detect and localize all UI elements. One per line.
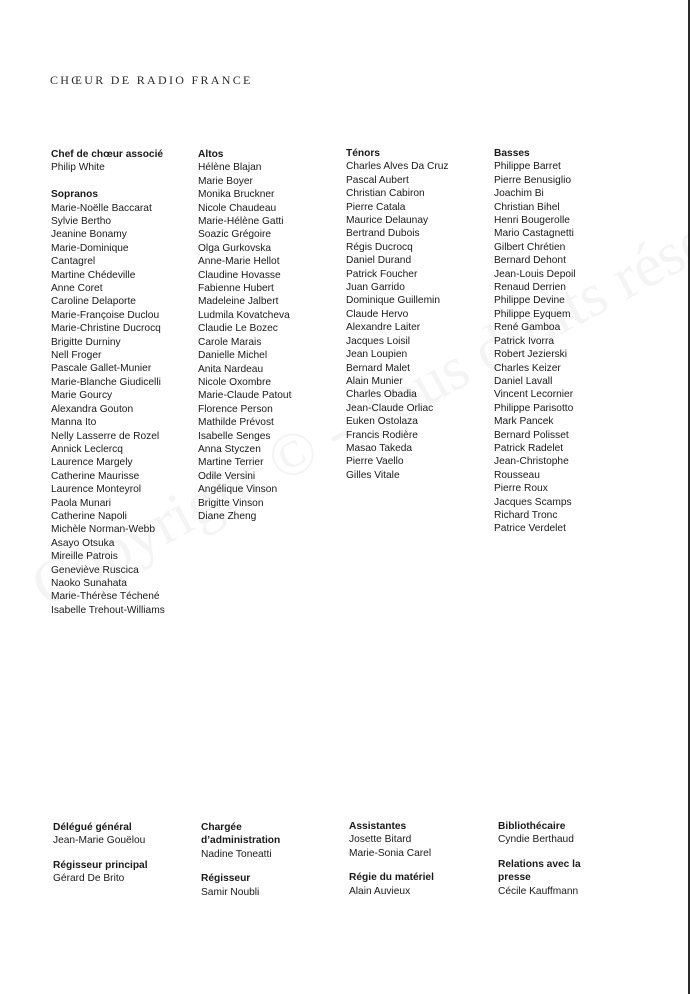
section-title-chef: Chef de chœur associé: [51, 149, 164, 160]
basses-list: [494, 160, 576, 535]
tenor-name: Juan Garrido: [346, 282, 405, 294]
soprano-name: Marie-Françoise Duclou: [51, 309, 160, 321]
tenor-name: Alexandre Laiter: [346, 322, 421, 334]
alto-name: Hélène Blajan: [198, 162, 262, 174]
soprano-name: Mireille Patrois: [51, 551, 118, 563]
staff-name: Nadine Toneatti: [201, 848, 272, 860]
alto-name: Diane Zheng: [198, 510, 257, 522]
tenor-name: Euken Ostolaza: [346, 416, 418, 428]
staff-title: Chargée d’administration: [201, 822, 281, 847]
soprano-name: Martine Chédeville: [51, 269, 136, 281]
staff-name: Cyndie Berthaud: [498, 834, 574, 846]
staff-title: Assistantes: [349, 821, 407, 832]
staff-column-4: [498, 820, 581, 898]
soprano-name: Cantagrel: [51, 256, 96, 268]
basse-name: Jean-Louis Depoil: [494, 268, 576, 280]
altos-list: [198, 161, 291, 523]
soprano-name: Marie-Noëlle Baccarat: [51, 202, 152, 214]
basse-name: René Gamboa: [494, 322, 561, 334]
basse-name: Renaud Derrien: [494, 282, 566, 294]
basse-name: Henri Bougerolle: [494, 215, 570, 227]
tenor-name: Pierre Vaello: [346, 456, 404, 468]
chef-name: Philip White: [51, 162, 105, 174]
basse-name: Jean-Christophe: [494, 456, 569, 468]
soprano-name: Laurence Monteyrol: [51, 484, 142, 496]
basse-name: Patrick Radelet: [494, 442, 564, 454]
alto-name: Nicole Oxombre: [198, 376, 272, 388]
staff-name: Alain Auvieux: [349, 885, 411, 897]
staff-column-2: [201, 821, 280, 899]
alto-name: Anne-Marie Hellot: [198, 256, 280, 268]
section-title-tenors: Ténors: [346, 148, 380, 159]
basse-name: Mario Castagnetti: [494, 228, 574, 240]
alto-name: Martine Terrier: [198, 457, 264, 469]
tenor-name: Francis Rodière: [346, 429, 418, 441]
tenor-name: Masao Takeda: [346, 442, 413, 454]
soprano-name: Michèle Norman-Webb: [51, 524, 155, 536]
soprano-name: Brigitte Durniny: [51, 336, 121, 348]
tenor-name: Bertrand Dubois: [346, 228, 420, 240]
basse-name: Vincent Lecornier: [494, 389, 574, 401]
tenor-name: Jean Loupien: [346, 349, 408, 361]
basse-name: Jacques Scamps: [494, 496, 572, 508]
soprano-name: Catherine Maurisse: [51, 470, 140, 482]
basse-name: Pierre Roux: [494, 483, 548, 495]
soprano-name: Paola Munari: [51, 497, 112, 509]
staff-column-1: [53, 821, 148, 886]
soprano-name: Annick Leclercq: [51, 443, 123, 455]
alto-name: Brigitte Vinson: [198, 497, 264, 509]
soprano-name: Isabelle Trehout-Williams: [51, 604, 165, 616]
basse-name: Gilbert Chrétien: [494, 241, 566, 253]
basse-name: Pierre Benusiglio: [494, 174, 572, 186]
staff-title: Régisseur: [201, 873, 251, 885]
alto-name: Madeleine Jalbert: [198, 296, 279, 308]
tenor-name: Bernard Malet: [346, 362, 410, 374]
alto-name: Odile Versini: [198, 470, 256, 482]
alto-name: Mathilde Prévost: [198, 417, 274, 429]
tenor-name: Jacques Loisil: [346, 335, 410, 347]
column-chef-sopranos: [51, 148, 165, 617]
soprano-name: Marie-Blanche Giudicelli: [51, 376, 161, 388]
soprano-name: Manna Ito: [51, 417, 97, 429]
staff-column-3: [349, 820, 434, 898]
tenor-name: Alain Munier: [346, 375, 403, 387]
basse-name: Richard Tronc: [494, 509, 558, 521]
soprano-name: Marie Gourcy: [51, 390, 113, 402]
tenor-name: Claude Hervo: [346, 308, 409, 320]
basse-name: Bernard Dehont: [494, 255, 566, 267]
tenor-name: Charles Obadia: [346, 389, 417, 401]
alto-name: Nicole Chaudeau: [198, 202, 277, 214]
tenor-name: Gilles Vitale: [346, 469, 400, 481]
page-header: CHŒUR DE RADIO FRANCE: [50, 73, 253, 87]
basse-name: Patrice Verdelet: [494, 523, 566, 535]
soprano-name: Marie-Christine Ducrocq: [51, 323, 161, 335]
alto-name: Anna Styczen: [198, 443, 261, 455]
soprano-name: Nell Froger: [51, 350, 102, 362]
tenor-name: Pierre Catala: [346, 201, 406, 213]
basse-name: Philippe Eyquem: [494, 308, 571, 320]
staff-title: Relations avec la presse: [498, 858, 581, 884]
section-title-basses: Basses: [494, 148, 530, 159]
alto-name: Marie-Claude Patout: [198, 390, 292, 402]
alto-name: Isabelle Senges: [198, 430, 271, 442]
alto-name: Fabienne Hubert: [198, 283, 274, 295]
alto-name: Carole Marais: [198, 336, 262, 348]
tenor-name: Daniel Durand: [346, 255, 412, 267]
basse-name: Charles Keizer: [494, 362, 561, 374]
soprano-name: Laurence Margely: [51, 457, 133, 469]
tenors-list: [346, 160, 448, 482]
tenor-name: Régis Ducrocq: [346, 241, 413, 253]
alto-name: Marie Boyer: [198, 175, 253, 187]
alto-name: Marie-Hélène Gatti: [198, 216, 284, 228]
staff-title: Bibliothécaire: [498, 821, 566, 832]
soprano-name: Naoko Sunahata: [51, 577, 127, 589]
basse-name: Rousseau: [494, 469, 540, 481]
staff-title: Régisseur principal: [53, 859, 148, 871]
basse-name: Mark Pancek: [494, 416, 554, 428]
staff-name: Josette Bitard: [349, 834, 412, 846]
alto-name: Danielle Michel: [198, 350, 268, 362]
soprano-name: Asayo Otsuka: [51, 537, 115, 549]
column-altos: [198, 148, 291, 523]
section-title-altos: Altos: [198, 149, 224, 160]
tenor-name: Maurice Delaunay: [346, 215, 429, 227]
basse-name: Robert Jezierski: [494, 349, 568, 361]
soprano-name: Jeanine Bonamy: [51, 229, 127, 241]
basse-name: Patrick Ivorra: [494, 335, 555, 347]
basse-name: Christian Bihel: [494, 201, 560, 213]
tenor-name: Charles Alves Da Cruz: [346, 161, 449, 173]
basse-name: Philippe Parisotto: [494, 402, 574, 414]
soprano-name: Pascale Gallet-Munier: [51, 363, 152, 375]
column-tenors: [346, 147, 448, 482]
staff-name: Cécile Kauffmann: [498, 885, 579, 897]
staff-name: Samir Noubli: [201, 886, 260, 898]
basse-name: Daniel Lavall: [494, 375, 553, 387]
sopranos-list: [51, 202, 165, 618]
basse-name: Bernard Polisset: [494, 429, 569, 441]
staff-title: Délégué général: [53, 822, 132, 833]
alto-name: Monika Bruckner: [198, 189, 275, 201]
soprano-name: Marie-Dominique: [51, 242, 129, 254]
column-basses: [494, 147, 576, 536]
soprano-name: Caroline Delaporte: [51, 296, 136, 308]
staff-title: Régie du matériel: [349, 872, 434, 884]
soprano-name: Catherine Napoli: [51, 510, 127, 522]
alto-name: Claudie Le Bozec: [198, 323, 278, 335]
alto-name: Anita Nardeau: [198, 363, 264, 375]
alto-name: Angélique Vinson: [198, 484, 278, 496]
soprano-name: Sylvie Bertho: [51, 216, 112, 228]
tenor-name: Jean-Claude Orliac: [346, 402, 434, 414]
tenor-name: Pascal Aubert: [346, 174, 409, 186]
basse-name: Philippe Devine: [494, 295, 565, 307]
alto-name: Olga Gurkovska: [198, 242, 272, 254]
tenor-name: Patrick Foucher: [346, 268, 418, 280]
soprano-name: Nelly Lasserre de Rozel: [51, 430, 160, 442]
basse-name: Philippe Barret: [494, 161, 561, 173]
soprano-name: Marie-Thérèse Téchené: [51, 591, 160, 603]
staff-name: Gérard De Brito: [53, 873, 125, 885]
alto-name: Ludmila Kovatcheva: [198, 309, 290, 321]
alto-name: Soazic Grégoire: [198, 229, 272, 241]
tenor-name: Christian Cabiron: [346, 188, 425, 200]
soprano-name: Alexandra Gouton: [51, 403, 134, 415]
staff-name: Marie-Sonia Carel: [349, 847, 432, 859]
alto-name: Claudine Hovasse: [198, 269, 281, 281]
alto-name: Florence Person: [198, 403, 273, 415]
tenor-name: Dominique Guillemin: [346, 295, 440, 307]
soprano-name: Geneviève Ruscica: [51, 564, 139, 576]
staff-name: Jean-Marie Gouëlou: [53, 835, 146, 847]
section-title-sopranos: Sopranos: [51, 189, 98, 201]
soprano-name: Anne Coret: [51, 283, 103, 295]
basse-name: Joachim Bi: [494, 188, 544, 200]
